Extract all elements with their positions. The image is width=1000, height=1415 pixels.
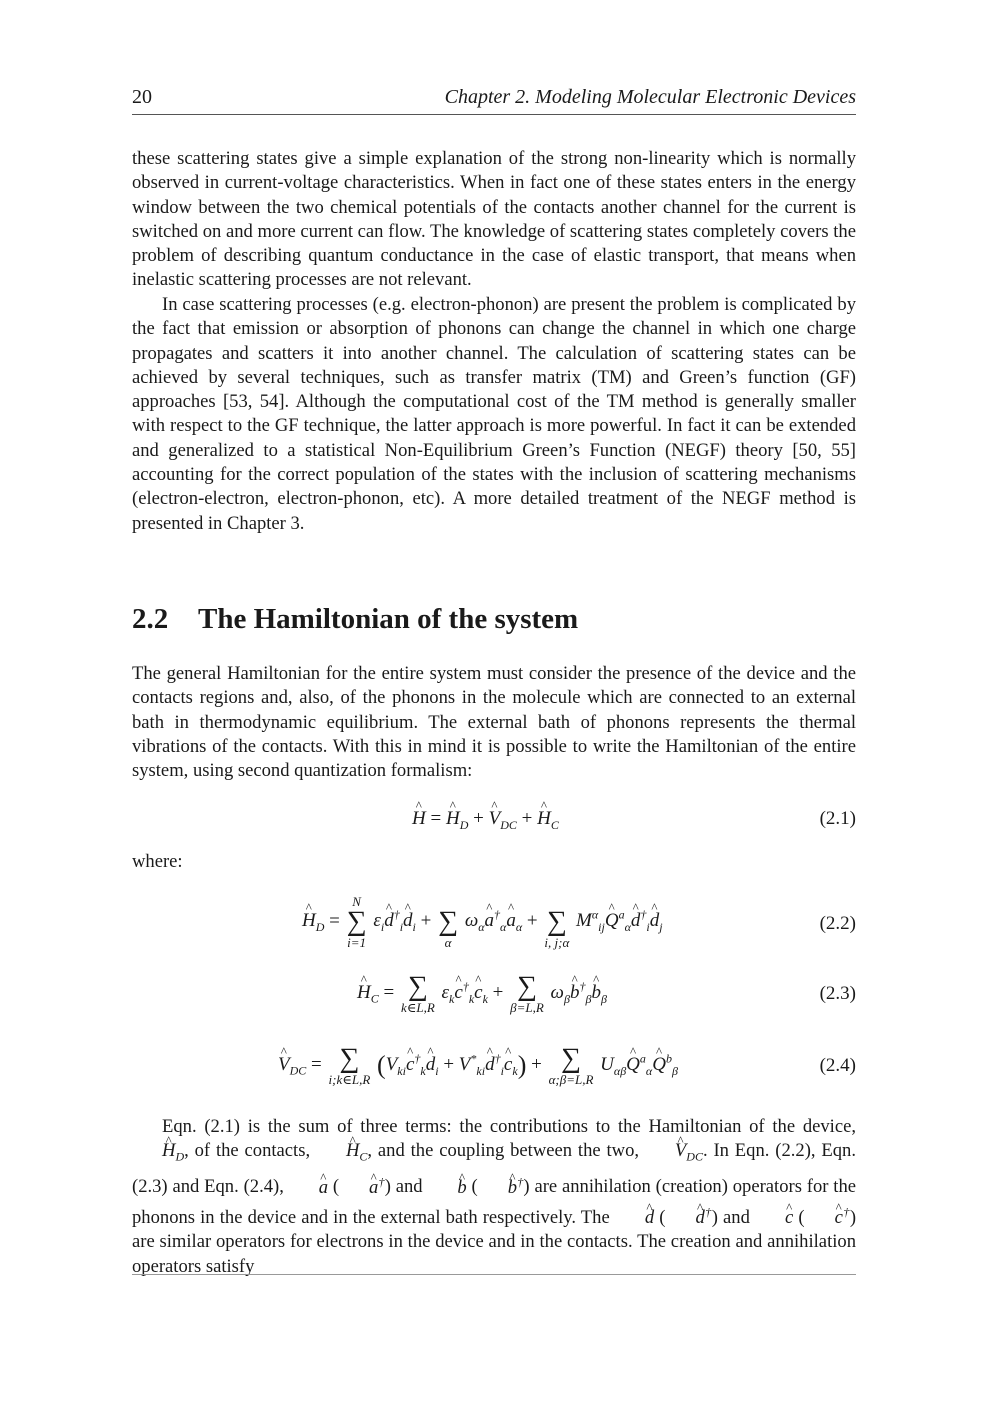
chapter-title: Chapter 2. Modeling Molecular Electronic Devices (444, 86, 856, 108)
sum-operator: N ∑ i=1 (346, 894, 367, 950)
equation-number: (2.2) (819, 913, 856, 934)
paragraph-eqn-explanation: Eqn. (2.1) is the sum of three terms: the contributions to the Hamiltonian of the device, ^ $H_D$, of the contacts, ^ $H_C$, and the coupling between the two, ^ $V_{DC}$. In Eqn. (2.2), Eqn. (2.3) and Eqn. (2.4), ^ a (^ a†) and ^ b (^ b†) are annihilation (creation) operators for the phonons in the device and in the external bath respectively. The ^ d (^ d†) and ^ c (^ c†) are similar operators for electrons in the device and in the contacts. The creation and annihilation operators satisfy (132, 1115, 856, 1279)
equation-2-2 (132, 895, 856, 955)
equation-2-3-body: ^ $H_C$ = ∑ k∈L,R $\varepsilon_k\^{}$ $c^\dagger_k\^{}$ $c_k$ + ∑ β=L,R $\omega_\beta\^{}$ $b^\dagger_\beta\^{}$ $b_\beta$ (357, 973, 607, 1014)
equation-number: (2.4) (819, 1055, 856, 1076)
page-number: 20 (132, 86, 152, 108)
equation-number: (2.1) (819, 808, 856, 829)
running-header (132, 86, 856, 115)
where-label: where: (132, 851, 183, 872)
equation-number: (2.3) (819, 983, 856, 1004)
footer-rule (132, 1274, 856, 1275)
equation-2-3 (132, 973, 856, 1028)
equation-2-4-body: ^ $V_{DC}$ = ∑ i;k∈L,R ($V_{ki}\^{}$ $c^\dagger_k\^{}$ $d_i$ + $V^*_{ki}\^{}$ $d^\dagger_i\^{}$ $c_k$) + ∑ α;β=L,R $U_{\alpha\beta}\^{}$ $Q^a_\alpha\^{}$ $Q^b_\beta$ (278, 1045, 678, 1086)
sum-operator: ∑ i;k∈L,R (328, 1043, 371, 1087)
paragraph-general-hamiltonian: The general Hamiltonian for the entire system must consider the presence of the device and the contacts regions and, also, of the phonons in the molecule which are connected to an external bath in thermodynamic equilibrium. The external bath of phonons represents the thermal vibrations of the contacts. With this in mind it is possible to write the Hamiltonian of the entire system, using second quantization formalism: (132, 663, 856, 782)
equation-2-2-body: ^ $H_D$ = N ∑ i=1 $\varepsilon_i\^{}$ $d^\dagger_i\^{}$ $d_i$ + ∑ α $\omega_\alpha\^{}$ $a^\dagger_\alpha\^{}$ $a_\alpha$ + ∑ i, j;α $M^\alpha_{ij}\^{}$ $Q^a_\alpha\^{}$ $d^\dagger_i\^{}$ $d_j$ (302, 895, 663, 949)
equation-2-1 (132, 808, 856, 848)
sum-operator: ∑ β=L,R (510, 971, 544, 1015)
sum-operator: ∑ α (438, 906, 459, 950)
sum-operator: ∑ k∈L,R (400, 971, 435, 1015)
section-heading (132, 603, 578, 636)
paragraph-scattering-states: these scattering states give a simple explanation of the strong non-linearity which is normally observed in current-voltage characteristics. When in fact one of these states enters in the energy window between the two chemical potentials of the contacts another channel for the current is switched on and more current can flow. The knowledge of scattering states completely covers the problem of describing quantum conductance in the case of elastic transport, that means when inelastic scattering processes are not relevant. (132, 148, 856, 291)
equation-2-1-body: ^ H = ^ $H_D$ + ^ $V_{DC}$ + ^ $H_C$ (412, 808, 559, 833)
sum-operator: ∑ α;β=L,R (548, 1043, 594, 1087)
equation-2-4 (132, 1045, 856, 1100)
sum-operator: ∑ i, j;α (544, 906, 570, 950)
section-number: 2.2 (132, 603, 169, 635)
section-title: The Hamiltonian of the system (198, 603, 579, 635)
paragraph-scattering-processes: In case scattering processes (e.g. electron-phonon) are present the problem is complicated by the fact that emission or absorption of phonons can change the channel in which one charge propagates and scatters it into another channel. The calculation of scattering states can be achieved by several techniques, such as transfer matrix (TM) and Green’s function (GF) approaches [53, 54]. Although the computational cost of the TM method is generally smaller with respect to the GF technique, the latter approach is more powerful. In fact it can be extended and generalized to a statistical Non-Equilibrium Green’s Function (NEGF) theory [50, 55] accounting for the correct population of the states with the inclusion of scattering mechanisms (electron-electron, electron-phonon, etc). A more detailed treatment of the NEGF method is presented in Chapter 3. (132, 294, 856, 534)
